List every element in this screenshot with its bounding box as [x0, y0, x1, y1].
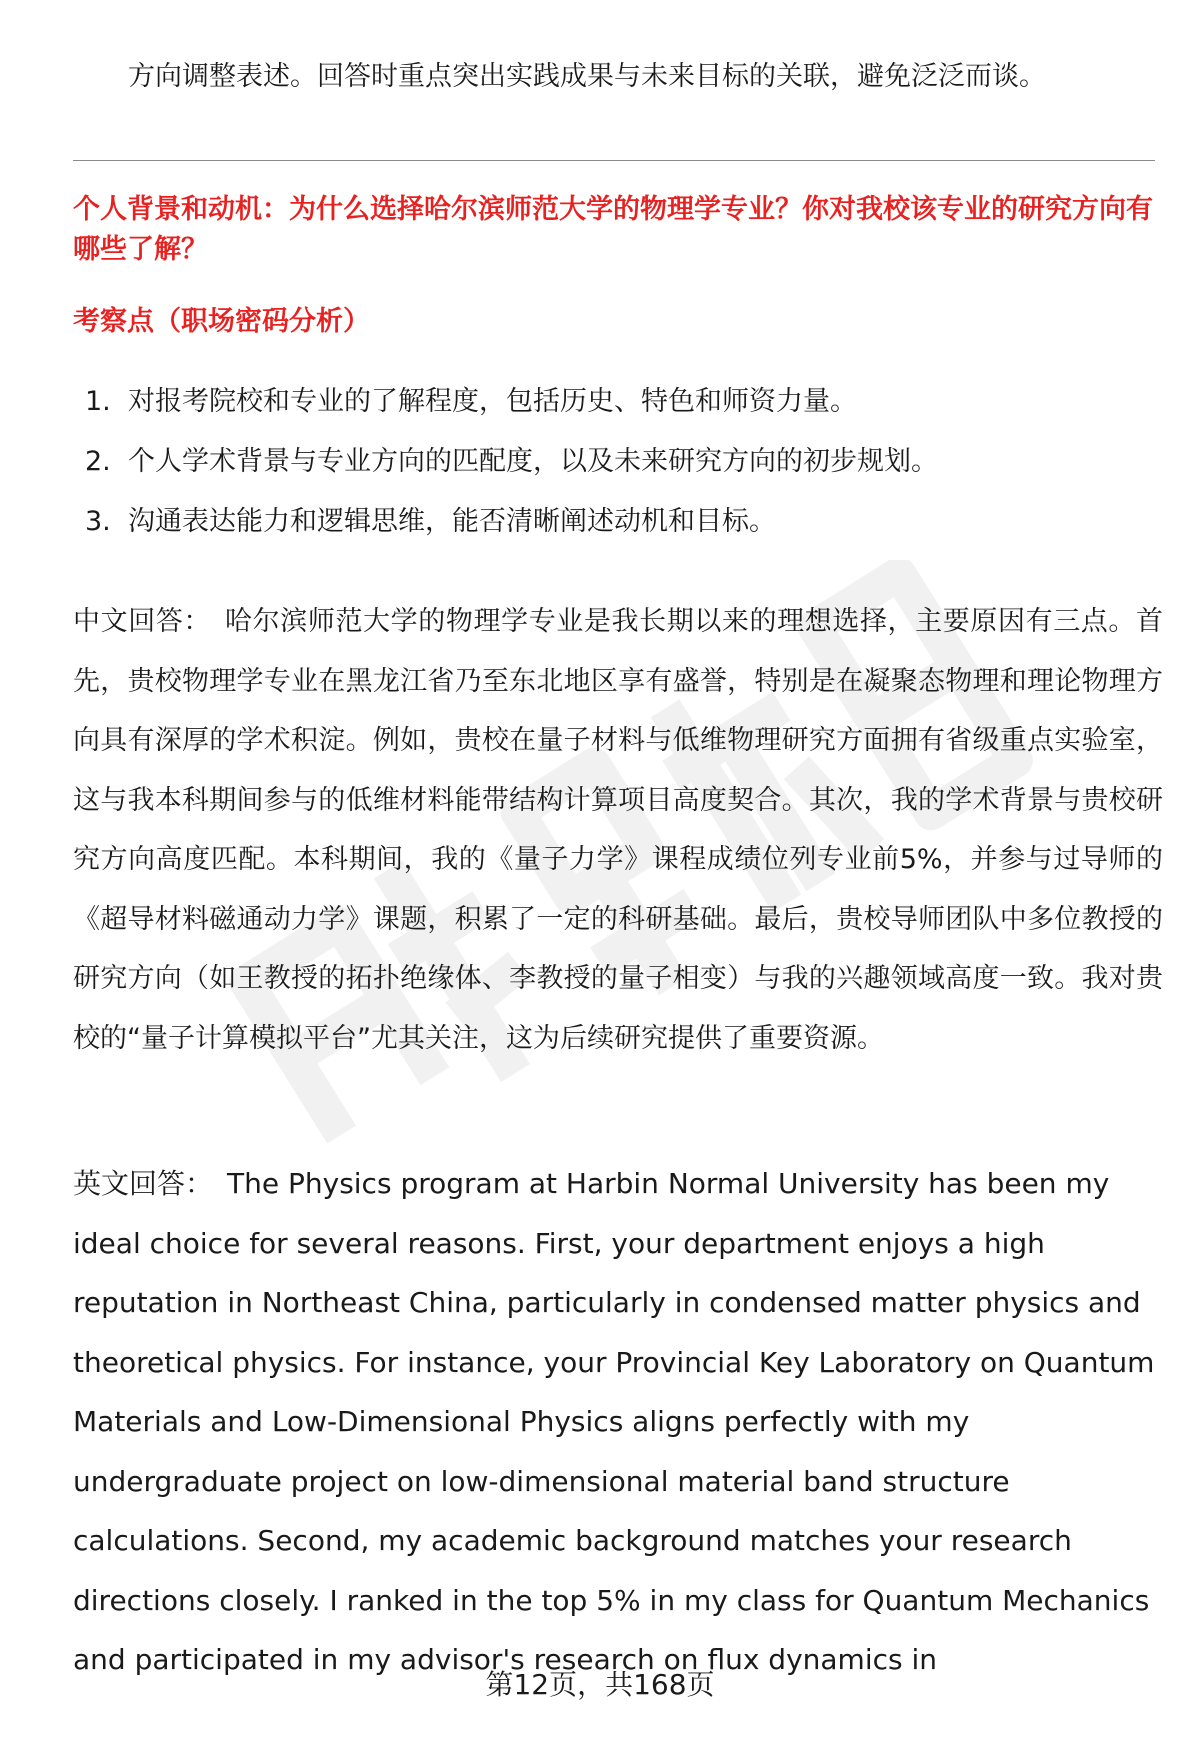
section-label: 考察点（职场密码分析）: [73, 306, 370, 337]
list-item: [73, 442, 1153, 502]
list-item-text: 个人学术背景与专业方向的匹配度，以及未来研究方向的初步规划。: [128, 446, 938, 477]
list-item: [73, 382, 1153, 442]
chinese-answer: [73, 592, 1163, 1068]
points-list: [73, 382, 1153, 562]
chinese-answer-text: 哈尔滨师范大学的物理学专业是我长期以来的理想选择，主要原因有三点。首先，贵校物理学专业在黑龙江省乃至东北地区享有盛誉，特别是在凝聚态物理和理论物理方向具有深厚的学术积淀。例如，贵校在量子材料与低维物理研究方面拥有省级重点实验室，这与我本科期间参与的低维材料能带结构计算项目高度契合。其次，我的学术背景与贵校研究方向高度匹配。本科期间，我的《量子力学》课程成绩位列专业前5%，并参与过导师的《超导材料磁通动力学》课题，积累了一定的科研基础。最后，贵校导师团队中多位教授的研究方向（如王教授的拓扑绝缘体、李教授的量子相变）与我的兴趣领域高度一致。我对贵校的“量子计算模拟平台”尤其关注，这为后续研究提供了重要资源。: [73, 606, 1164, 1054]
list-item-number: 1.: [85, 386, 111, 417]
page-footer: 第12页，共168页: [485, 1668, 715, 1701]
divider: [73, 160, 1155, 161]
chinese-answer-label: 中文回答：: [73, 606, 212, 637]
list-item: [73, 502, 1153, 562]
english-answer-label: 英文回答：: [73, 1167, 214, 1200]
english-answer-text: The Physics program at Harbin Normal University has been my ideal choice for several reasons. First, your department enjoys a high reputation in Northeast China, particularly in condensed matter physics and theoretical physics. For instance, your Provincial Key Laboratory on Quantum Materials and Low-Dimensional Physics aligns perfectly with my undergraduate project on low-dimensional material band structure calculations. Second, my academic background matches your research directions closely. I ranked in the top 5% in my class for Quantum Mechanics and participated in my advisor's research on flux dynamics in: [73, 1167, 1155, 1676]
list-item-text: 沟通表达能力和逻辑思维，能否清晰阐述动机和目标。: [128, 506, 776, 537]
list-item-text: 对报考院校和专业的了解程度，包括历史、特色和师资力量。: [128, 386, 857, 417]
question-heading: 个人背景和动机：为什么选择哈尔滨师范大学的物理学专业？你对我校该专业的研究方向有哪些了解？: [73, 194, 1153, 265]
list-item-number: 2.: [85, 446, 111, 477]
continuation-text: 方向调整表述。回答时重点突出实践成果与未来目标的关联，避免泛泛而谈。: [128, 61, 1046, 92]
english-answer: [73, 1154, 1163, 1690]
list-item-number: 3.: [85, 506, 111, 537]
